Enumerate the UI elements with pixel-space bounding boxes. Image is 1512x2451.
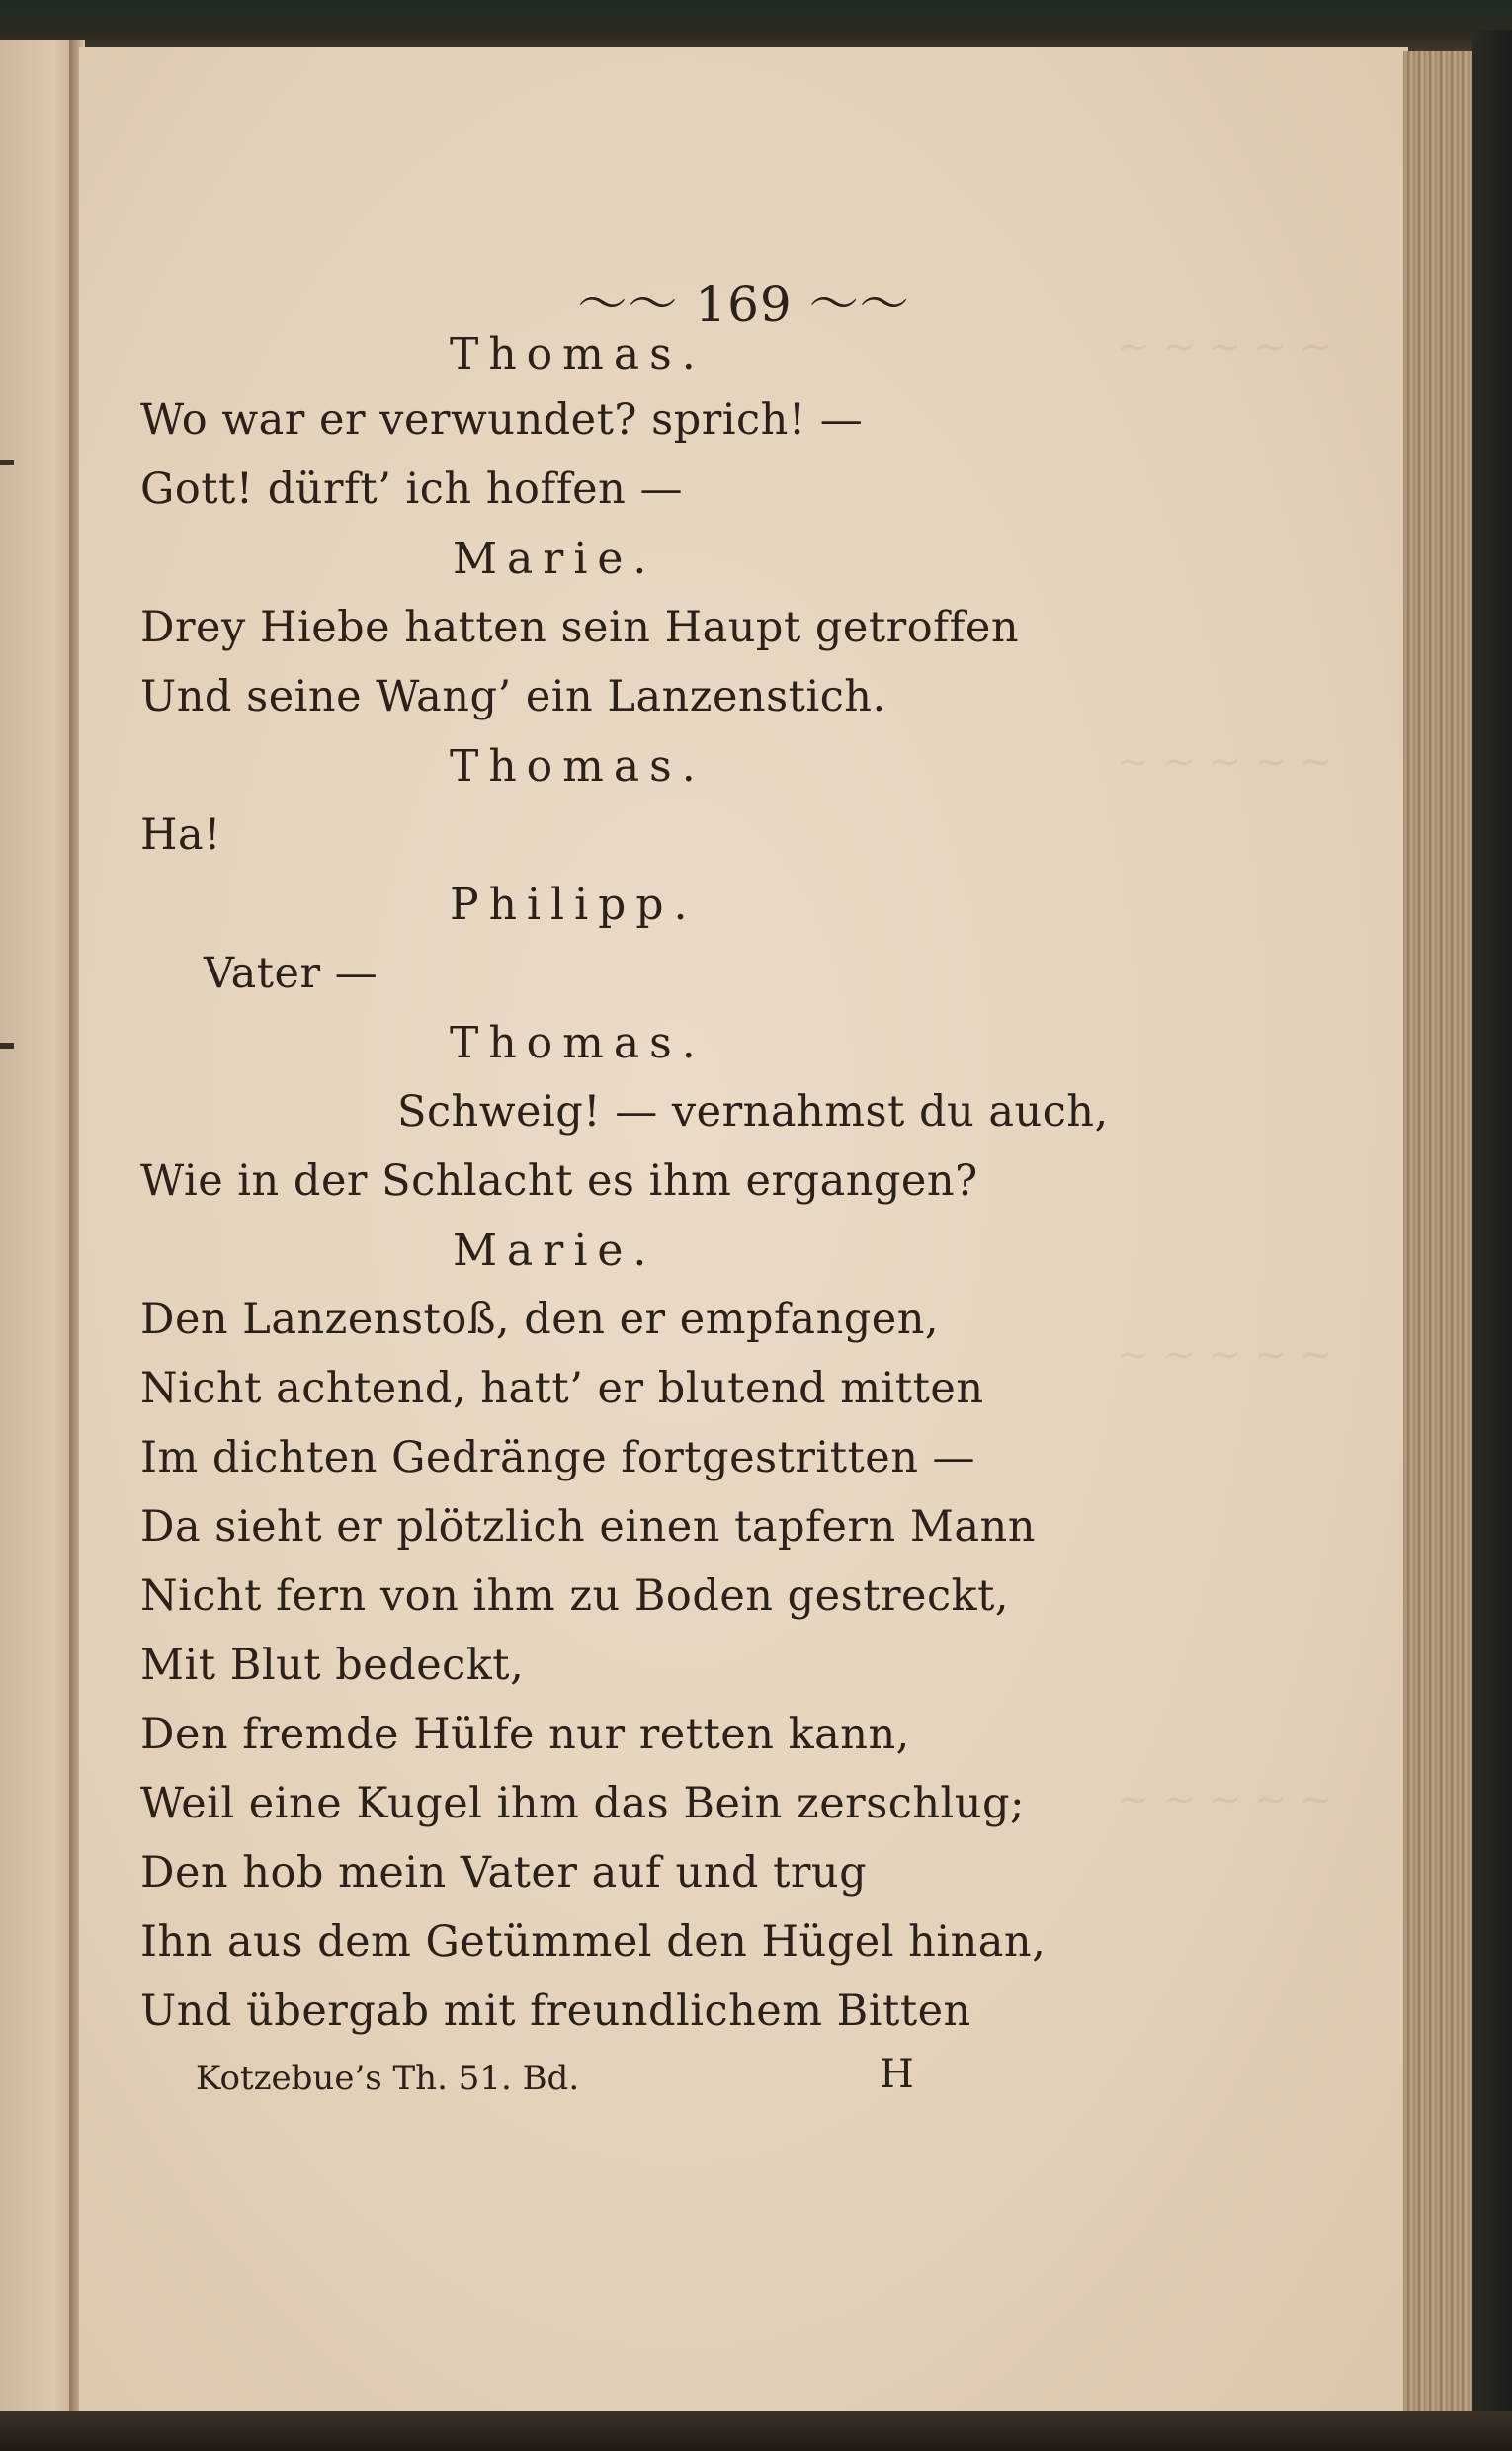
verse-line: Den hob mein Vater auf und trug <box>140 1848 868 1898</box>
verse-line: Den Lanzenstoß, den er empfangen, <box>140 1295 940 1344</box>
verse-line: Wo war er verwundet? sprich! — <box>140 395 864 445</box>
sheet-mark: H <box>880 2052 914 2097</box>
book-bottom-edge <box>0 2411 1512 2451</box>
speaker-name: Marie. <box>453 534 657 584</box>
verse-line: Und seine Wang’ ein Lanzenstich. <box>140 672 886 721</box>
book-cover-edge <box>1472 30 1512 2451</box>
show-through-text: ~ ~ ~ ~ ~ <box>1117 324 1333 370</box>
facing-page-edge <box>0 40 77 2451</box>
verse-line: Wie in der Schlacht es ihm ergangen? <box>140 1156 978 1206</box>
facing-page-mark <box>0 1043 14 1049</box>
verse-line: Schweig! — vernahmst du auch, <box>397 1087 1109 1137</box>
page-header: 〜〜 169 〜〜 <box>577 276 910 333</box>
verse-line: Mit Blut bedeckt, <box>140 1641 525 1690</box>
verse-line: Ha! <box>140 810 221 860</box>
speaker-name: Thomas. <box>450 741 706 792</box>
verse-line: Vater — <box>204 949 378 998</box>
speaker-name: Philipp. <box>450 880 698 930</box>
show-through-text: ~ ~ ~ ~ ~ <box>1117 1332 1333 1378</box>
speaker-name: Thomas. <box>450 329 706 380</box>
verse-line: Nicht achtend, hatt’ er blutend mitten <box>140 1364 984 1413</box>
speaker-name: Marie. <box>453 1226 657 1276</box>
verse-line: Nicht fern von ihm zu Boden gestreckt, <box>140 1571 1010 1621</box>
verse-line: Weil eine Kugel ihm das Bein zerschlug; <box>140 1779 1025 1828</box>
page-stack-edge <box>1403 51 1474 2413</box>
verse-line: Drey Hiebe hatten sein Haupt getroffen <box>140 603 1020 652</box>
show-through-text: ~ ~ ~ ~ ~ <box>1117 739 1333 785</box>
verse-line: Im dichten Gedränge fortgestritten — <box>140 1433 976 1482</box>
verse-line: Ihn aus dem Getümmel den Hügel hinan, <box>140 1917 1047 1967</box>
verse-line: Und übergab mit freundlichem Bitten <box>140 1986 971 2036</box>
speaker-name: Thomas. <box>450 1018 706 1068</box>
signature-line: Kotzebue’s Th. 51. Bd. <box>196 2059 580 2098</box>
verse-line: Den fremde Hülfe nur retten kann, <box>140 1710 910 1759</box>
show-through-text: ~ ~ ~ ~ ~ <box>1117 1777 1333 1822</box>
verse-line: Da sieht er plötzlich einen tapfern Mann <box>140 1502 1036 1552</box>
facing-page-mark <box>0 460 14 465</box>
book-page <box>79 47 1408 2411</box>
verse-line: Gott! dürft’ ich hoffen — <box>140 465 683 514</box>
